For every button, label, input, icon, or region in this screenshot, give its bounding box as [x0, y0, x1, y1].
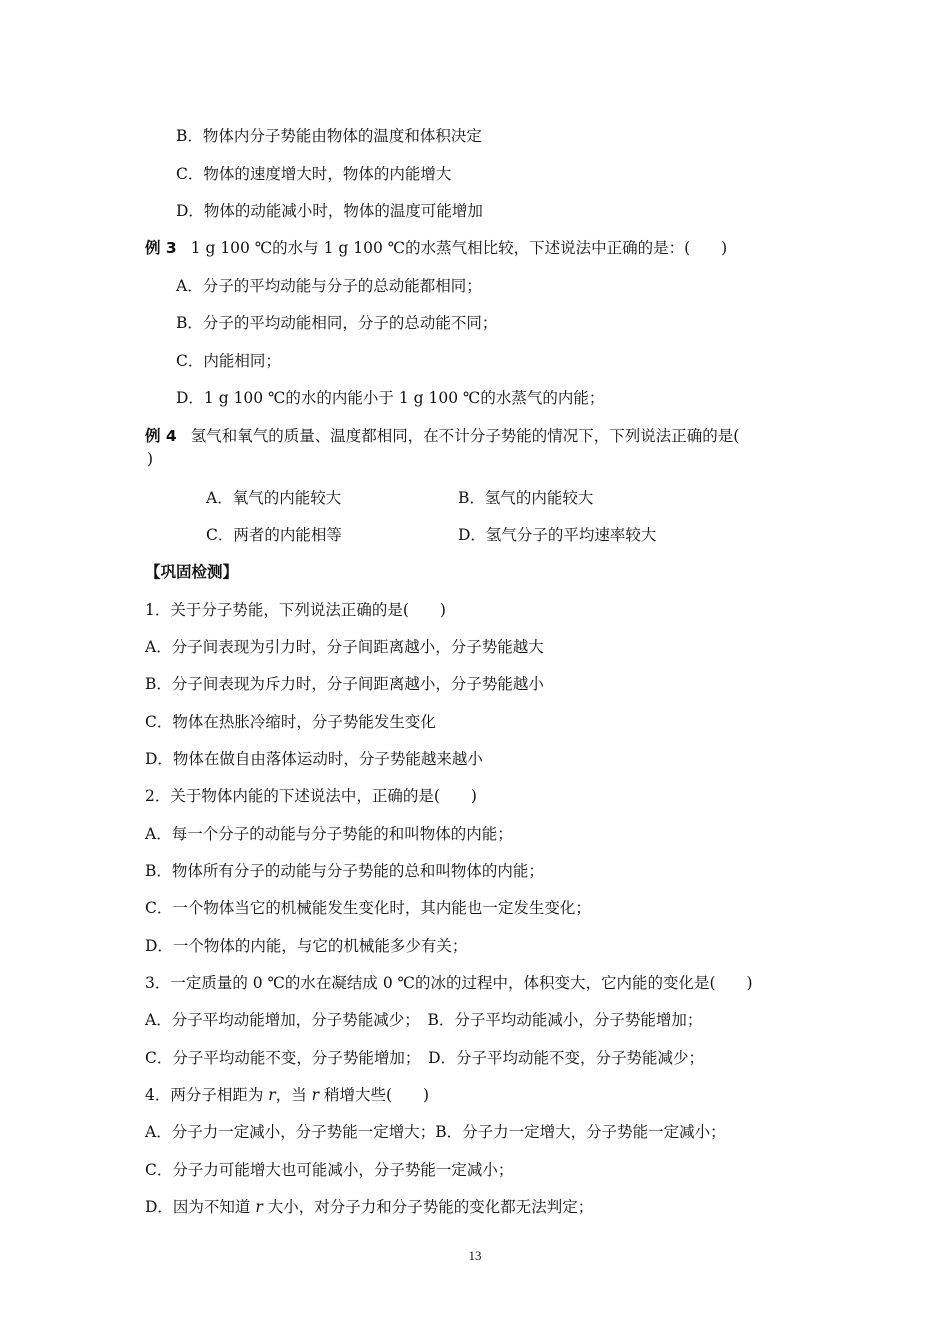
q4-var-r: r: [268, 1086, 276, 1104]
q3-options-cd: C．分子平均动能不变，分子势能增加； D．分子平均动能不变，分子势能减少；: [145, 1049, 705, 1067]
q1-option-c: C．物体在热胀冷缩时，分子势能发生变化: [145, 713, 436, 731]
example4-label: 例 4: [145, 427, 177, 445]
q2-option-b: B．物体所有分子的动能与分子势能的总和叫物体的内能；: [145, 862, 544, 880]
q4-option-d-part1: D．因为不知道: [145, 1198, 256, 1216]
example3-option-c: C．内能相同；: [176, 352, 281, 370]
example4-option-b: B．氢气的内能较大: [458, 489, 594, 507]
q4-stem-part2: ，当: [275, 1086, 312, 1104]
example3-stem: 1 g 100 ℃的水与 1 g 100 ℃的水蒸气相比较，下述说法中正确的是：( ): [190, 239, 728, 257]
example4-stem: 氢气和氧气的质量、温度都相同，在不计分子势能的情况下，下列说法正确的是(: [190, 427, 740, 445]
q1-option-d: D．物体在做自由落体运动时，分子势能越来越小: [145, 750, 483, 768]
example3-option-a: A．分子的平均动能与分子的总动能都相同；: [176, 277, 482, 295]
example3-question: [145, 238, 727, 258]
example4-option-d: D．氢气分子的平均速率较大: [458, 526, 657, 544]
example4-question: [145, 426, 739, 446]
q1-stem: 1．关于分子势能，下列说法正确的是( ): [145, 601, 446, 619]
q2-stem: 2．关于物体内能的下述说法中，正确的是( ): [145, 787, 477, 805]
example4-stem-end: ): [147, 450, 154, 468]
section-title: 【巩固检测】: [145, 563, 239, 581]
example2-option-b: B．物体内分子势能由物体的温度和体积决定: [176, 127, 482, 145]
q3-options-ab: A．分子平均动能增加，分子势能减少； B．分子平均动能减小，分子势能增加；: [145, 1011, 703, 1029]
example3-option-d: D．1 g 100 ℃的水的内能小于 1 g 100 ℃的水蒸气的内能；: [176, 389, 605, 407]
q4-var-r-2: r: [311, 1086, 320, 1104]
example3-label: 例 3: [145, 239, 177, 257]
q4-options-ab: A．分子力一定减小，分子势能一定增大；B．分子力一定增大，分子势能一定减小；: [145, 1123, 726, 1141]
q2-option-a: A．每一个分子的动能与分子势能的和叫物体的内能；: [145, 825, 513, 843]
example2-option-d: D．物体的动能减小时，物体的温度可能增加: [176, 202, 483, 220]
q4-var-r-3: r: [255, 1198, 263, 1216]
q3-stem: 3．一定质量的 0 ℃的水在凝结成 0 ℃的冰的过程中，体积变大，它内能的变化是( ): [145, 974, 753, 992]
example4-option-a: A．氧气的内能较大: [206, 489, 342, 507]
example4-option-c: C．两者的内能相等: [206, 526, 342, 544]
q2-option-c: C．一个物体当它的机械能发生变化时，其内能也一定发生变化；: [145, 899, 591, 917]
page-number: 13: [468, 1248, 482, 1263]
q4-stem-part1: 4．两分子相距为: [145, 1086, 269, 1104]
q4-option-d: [145, 1197, 593, 1217]
q1-option-a: A．分子间表现为引力时，分子间距离越小，分子势能越大: [145, 638, 544, 656]
example2-option-c: C．物体的速度增大时，物体的内能增大: [176, 165, 452, 183]
q2-option-d: D．一个物体的内能，与它的机械能多少有关；: [145, 937, 468, 955]
q4-option-d-part2: 大小，对分子力和分子势能的变化都无法判定；: [262, 1198, 594, 1216]
example3-option-b: B．分子的平均动能相同，分子的总动能不同；: [176, 314, 498, 332]
q4-stem-part3: 稍增大些( ): [319, 1086, 430, 1104]
q4-stem: [145, 1085, 429, 1105]
q4-option-c: C．分子力可能增大也可能减小，分子势能一定减小；: [145, 1161, 514, 1179]
q1-option-b: B．分子间表现为斥力时，分子间距离越小，分子势能越小: [145, 675, 544, 693]
